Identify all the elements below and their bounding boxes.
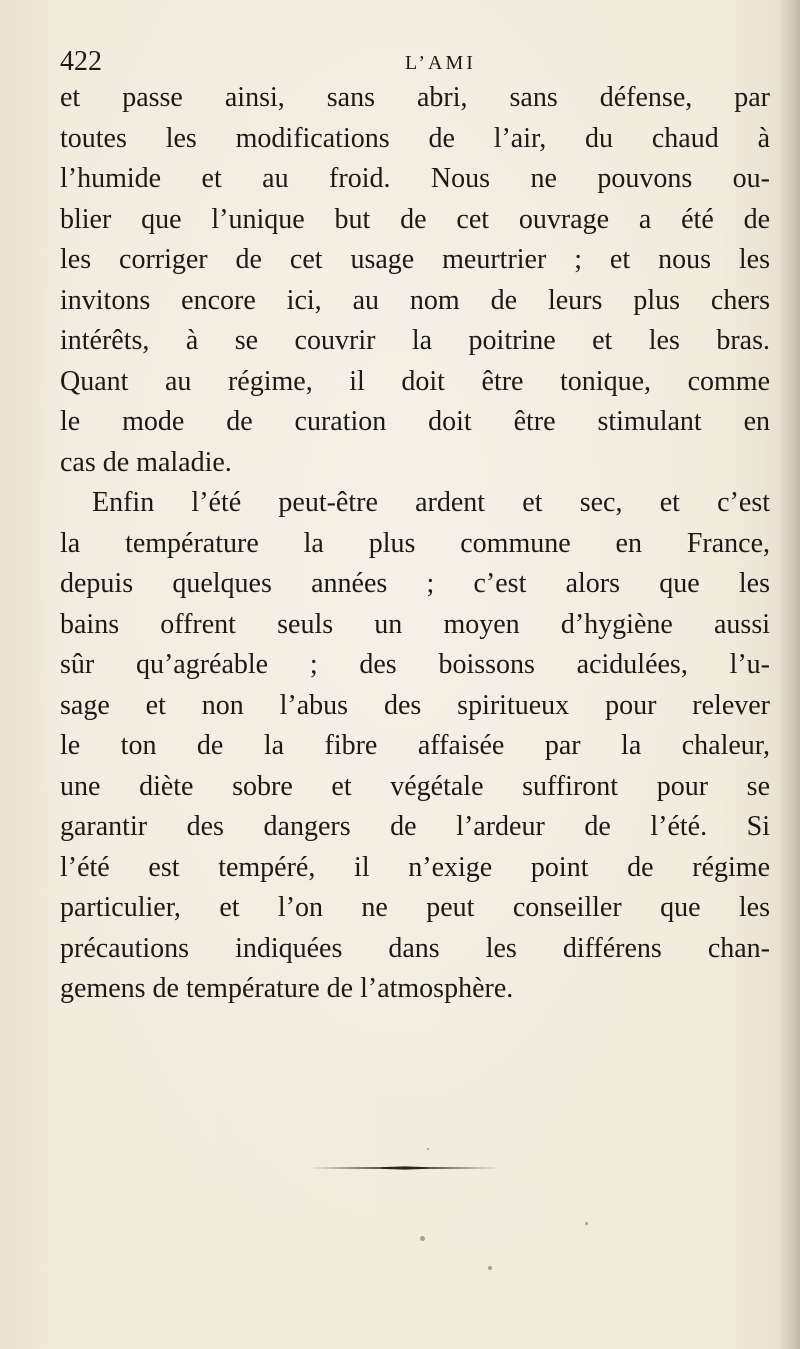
text-line: Quant au régime, il doit être tonique, comme xyxy=(60,365,770,397)
text-line: sage et non l’abus des spiritueux pour relever xyxy=(60,689,770,721)
page-number: 422 xyxy=(60,46,102,77)
paper-speck xyxy=(427,1148,429,1150)
text-line: bains offrent seuls un moyen d’hygiène aussi xyxy=(60,608,770,640)
text-line: intérêts, à se couvrir la poitrine et les bras. xyxy=(60,325,770,356)
text-line: cas de maladie. xyxy=(60,446,232,478)
page-edge-shadow xyxy=(778,0,800,1349)
body-text xyxy=(60,78,770,1010)
paper-speck xyxy=(585,1222,588,1225)
text-line: gemens de température de l’atmosphère. xyxy=(60,973,514,1004)
running-head: L’AMI xyxy=(405,52,476,74)
text-line: garantir des dangers de l’ardeur de l’été. Si xyxy=(60,811,770,842)
text-line: les corriger de cet usage meurtrier ; et nous les xyxy=(60,244,770,275)
text-line: l’été est tempéré, il n’exige point de régime xyxy=(60,851,770,883)
text-line: sûr qu’agréable ; des boissons acidulées, l’u- xyxy=(60,649,770,680)
text-line: toutes les modifications de l’air, du chaud à xyxy=(60,122,770,154)
text-line: depuis quelques années ; c’est alors que les xyxy=(60,568,770,599)
text-line: la température la plus commune en France, xyxy=(60,527,770,559)
paper-speck xyxy=(488,1266,492,1270)
text-line: précautions indiquées dans les différens chan- xyxy=(60,932,770,964)
text-line: Enfin l’été peut-être ardent et sec, et c’est xyxy=(92,487,770,518)
section-end-rule xyxy=(310,1166,500,1170)
paper-speck xyxy=(420,1236,425,1241)
text-line: le mode de curation doit être stimulant en xyxy=(60,406,770,437)
text-line: et passe ainsi, sans abri, sans défense, par xyxy=(60,82,770,113)
text-line: l’humide et au froid. Nous ne pouvons ou- xyxy=(60,163,770,194)
text-line: le ton de la fibre affaisée par la chaleur, xyxy=(60,730,770,761)
text-line: une diète sobre et végétale suffiront pour se xyxy=(60,770,770,802)
text-line: blier que l’unique but de cet ouvrage a été de xyxy=(60,203,770,235)
page-header xyxy=(0,40,800,80)
text-line: invitons encore ici, au nom de leurs plus chers xyxy=(60,284,770,316)
text-line: particulier, et l’on ne peut conseiller que les xyxy=(60,892,770,923)
